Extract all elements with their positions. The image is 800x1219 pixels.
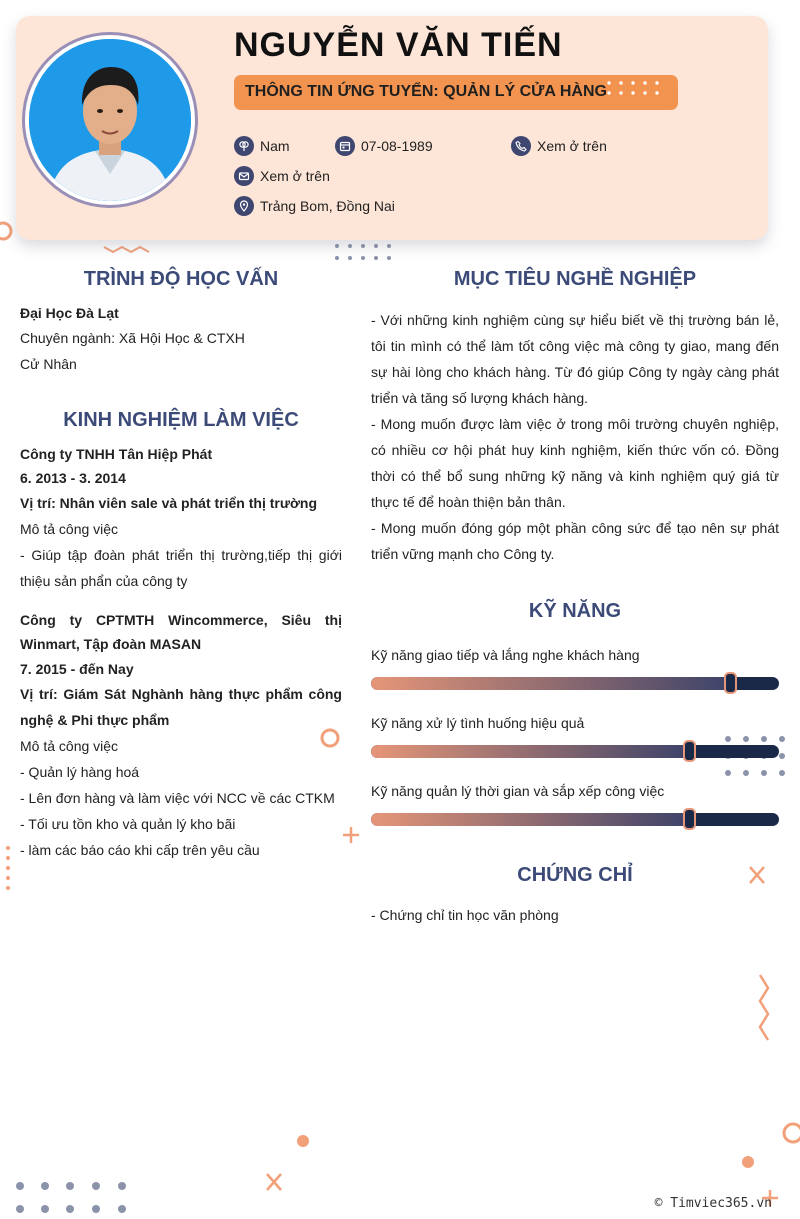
avatar-photo <box>29 39 191 201</box>
skill-bar-fill <box>371 677 730 690</box>
skill-label: Kỹ năng xử lý tình huống hiệu quả <box>371 715 585 731</box>
job-2-position: Vị trí: Giám Sát Nghành hàng thực phẩm công nghệ & Phi thực phẩm <box>20 686 342 728</box>
role-banner <box>234 75 678 110</box>
skill-bar-fill <box>371 813 689 826</box>
education-title: TRÌNH ĐỘ HỌC VẤN <box>83 268 279 290</box>
objective-paragraph: - Với những kinh nghiệm cùng sự hiểu biết về thị trường bán lẻ, tôi tin mình có thể làm tốt công việc mà công ty giao, mang đến sự hài lòng cho khách hàng. Từ đó giúp Công ty ngày càng phát triển và tăng số lượng khách hàng. <box>371 312 779 406</box>
job-1-position: Vị trí: Nhân viên sale và phát triển thị trường <box>20 495 318 511</box>
skill-bar <box>371 677 779 690</box>
job-2-line: - Quản lý hàng hoá <box>20 764 140 780</box>
job-1-desc-label: Mô tả công việc <box>20 521 119 537</box>
role-dots-decoration <box>606 80 662 102</box>
phone-value: Xem ở trên <box>537 138 607 154</box>
education-degree: Cử Nhân <box>20 356 77 372</box>
candidate-name: NGUYỄN VĂN TIẾN <box>234 26 563 64</box>
job-2-company: Công ty CPTMTH Wincommerce, Siêu thị Winmart, Tập đoàn MASAN <box>20 612 342 652</box>
gender-icon <box>234 136 254 156</box>
job-2-line: - Lên đơn hàng và làm việc với NCC về các CTKM <box>20 790 335 806</box>
education-major: Chuyên ngành: Xã Hội Học & CTXH <box>20 330 245 346</box>
education-school: Đại Học Đà Lạt <box>20 305 119 321</box>
objective-paragraph: - Mong muốn đóng góp một phần công sức để tạo nên sự phát triển vững mạnh cho Công ty. <box>371 520 779 562</box>
skills-title: KỸ NĂNG <box>528 600 622 622</box>
gender-value: Nam <box>260 138 290 154</box>
skill-bar <box>371 745 779 758</box>
email-value: Xem ở trên <box>260 168 330 184</box>
phone-info <box>511 136 607 156</box>
certificates-title: CHỨNG CHỈ <box>517 864 633 886</box>
calendar-icon <box>335 136 355 156</box>
objective-title: MỤC TIÊU NGHỀ NGHIỆP <box>453 268 697 290</box>
job-1-period: 6. 2013 - 3. 2014 <box>20 470 126 486</box>
birthday-value: 07-08-1989 <box>361 138 433 154</box>
job-2-line: - Tối ưu tồn kho và quản lý kho bãi <box>20 816 236 832</box>
job-2-period: 7. 2015 - đến Nay <box>20 661 134 677</box>
certificate-item: - Chứng chỉ tin học văn phòng <box>371 907 559 923</box>
skill-bar <box>371 813 779 826</box>
email-icon <box>234 166 254 186</box>
job-1-description: - Giúp tập đoàn phát triển thị trường,tiếp thị giới thiệu sản phẩn của công ty <box>20 547 342 589</box>
phone-icon <box>511 136 531 156</box>
objective-paragraph: - Mong muốn được làm việc ở trong môi trường chuyên nghiệp, có nhiều cơ hội phát huy kinh nghiệm, kiến thức vốn có. Đồng thời có thể bổ sung những kỹ năng và kinh nghiệm quý giá từ thực tế để hoàn thiện bản thân. <box>371 416 779 510</box>
role-title: THÔNG TIN ỨNG TUYỂN: QUẢN LÝ CỬA HÀNG <box>245 83 607 100</box>
skill-level-marker <box>683 808 696 830</box>
job-2-desc-label: Mô tả công việc <box>20 738 119 754</box>
gender-info <box>234 136 290 156</box>
skill-bar-fill <box>371 745 689 758</box>
address-info <box>234 196 395 216</box>
skill-label: Kỹ năng quản lý thời gian và sắp xếp công việc <box>371 783 665 799</box>
skill-label: Kỹ năng giao tiếp và lắng nghe khách hàng <box>371 647 640 663</box>
avatar <box>25 35 195 205</box>
footer-copyright: © Timviec365.vn <box>654 1196 772 1211</box>
email-info <box>234 166 330 186</box>
address-value: Trảng Bom, Đồng Nai <box>260 198 395 214</box>
birthday-info <box>335 136 433 156</box>
job-2-line: - làm các báo cáo khi cấp trên yêu cầu <box>20 842 260 858</box>
location-pin-icon <box>234 196 254 216</box>
skill-level-marker <box>724 672 737 694</box>
job-1-company: Công ty TNHH Tân Hiệp Phát <box>20 446 213 462</box>
skill-level-marker <box>683 740 696 762</box>
experience-title: KINH NGHIỆM LÀM VIỆC <box>63 409 299 431</box>
